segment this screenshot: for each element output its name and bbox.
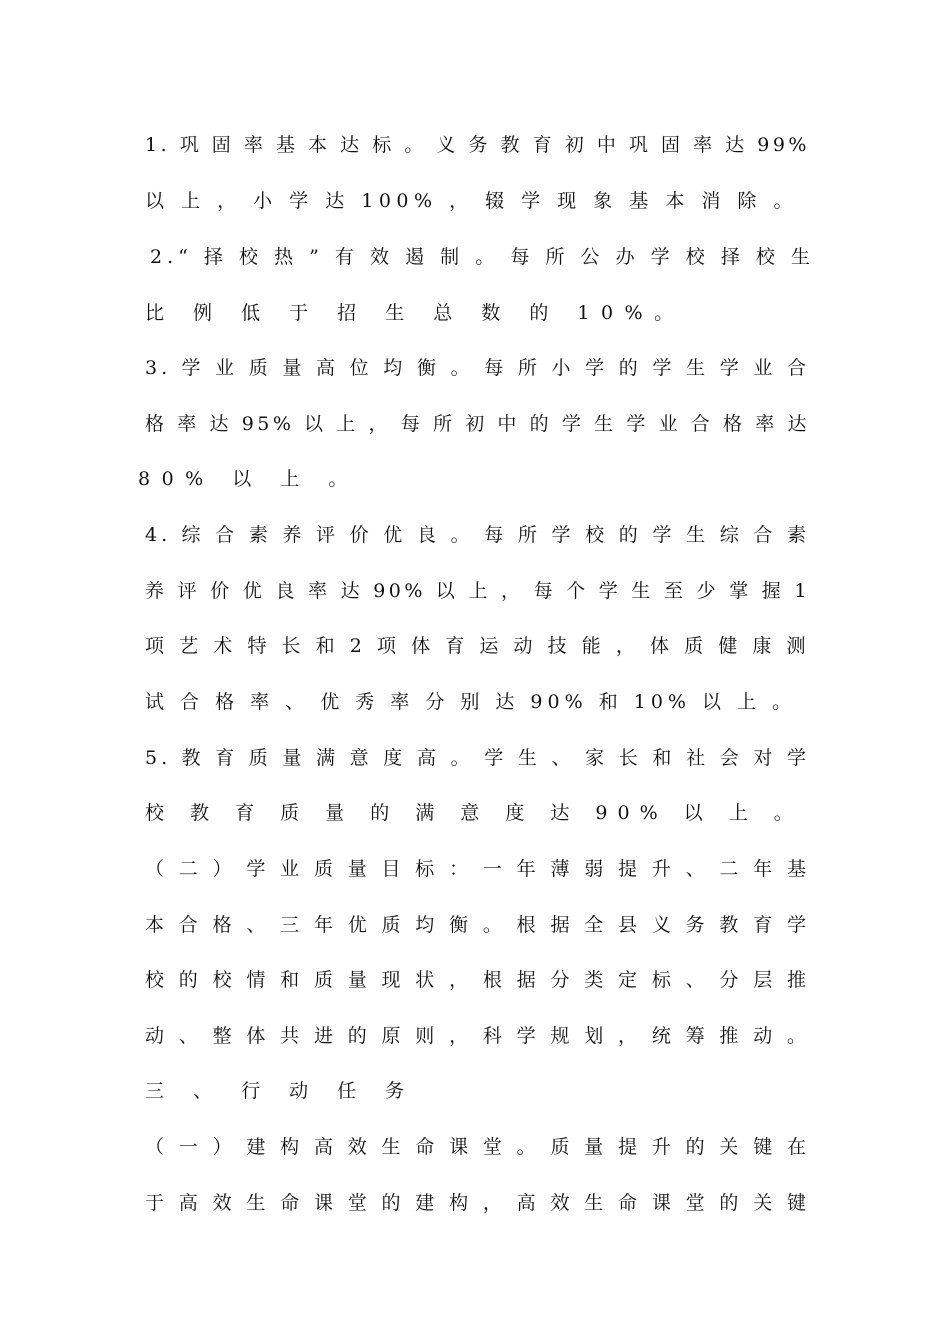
- text-line-16: 校 的 校 情 和 质 量 现 状 ， 根 据 分 类 定 标 、 分 层 推: [145, 969, 810, 991]
- section-heading: 三 、 行 动 任 务: [145, 1080, 416, 1102]
- text-line-15: 本 合 格 、 三 年 优 质 均 衡 。 根 据 全 县 义 务 教 育 学: [145, 914, 810, 936]
- text-line-3: 2.“ 择 校 热 ” 有 效 遏 制 。 每 所 公 办 学 校 择 校 生: [150, 246, 815, 268]
- text-line-19: （ 一 ） 建 构 高 效 生 命 课 堂 。 质 量 提 升 的 关 键 在: [145, 1136, 810, 1158]
- text-line-10: 项 艺 术 特 长 和 2 项 体 育 运 动 技 能 ， 体 质 健 康 测: [145, 635, 810, 657]
- text-line-9: 养 评 价 优 良 率 达 90% 以 上 ， 每 个 学 生 至 少 掌 握 1: [145, 580, 810, 602]
- text-line-12: 5. 教 育 质 量 满 意 度 高 。 学 生 、 家 长 和 社 会 对 学: [145, 747, 810, 769]
- text-line-20: 于 高 效 生 命 课 堂 的 建 构 ， 高 效 生 命 课 堂 的 关 键: [145, 1192, 810, 1214]
- text-line-8: 4. 综 合 素 养 评 价 优 良 。 每 所 学 校 的 学 生 综 合 素: [145, 524, 810, 546]
- text-line-7: 80% 以 上 。: [138, 468, 359, 490]
- text-line-1: 1. 巩 固 率 基 本 达 标 。 义 务 教 育 初 中 巩 固 率 达 99%: [145, 134, 810, 156]
- text-line-2: 以 上 ， 小 学 达 100% ， 辍 学 现 象 基 本 消 除 。: [145, 190, 798, 212]
- text-line-17: 动 、 整 体 共 进 的 原 则 ， 科 学 规 划 ， 统 筹 推 动 。: [145, 1025, 810, 1047]
- text-line-13: 校 教 育 质 量 的 满 意 度 达 90% 以 上 。: [145, 802, 803, 824]
- text-line-4: 比 例 低 于 招 生 总 数 的 10%。: [145, 302, 685, 324]
- text-line-6: 格 率 达 95% 以 上 ， 每 所 初 中 的 学 生 学 业 合 格 率 达: [145, 413, 810, 435]
- text-line-14: （ 二 ） 学 业 质 量 目 标 ： 一 年 薄 弱 提 升 、 二 年 基: [145, 858, 810, 880]
- text-line-5: 3. 学 业 质 量 高 位 均 衡 。 每 所 小 学 的 学 生 学 业 合: [145, 357, 810, 379]
- text-line-11: 试 合 格 率 、 优 秀 率 分 别 达 90% 和 10% 以 上 。: [145, 691, 797, 713]
